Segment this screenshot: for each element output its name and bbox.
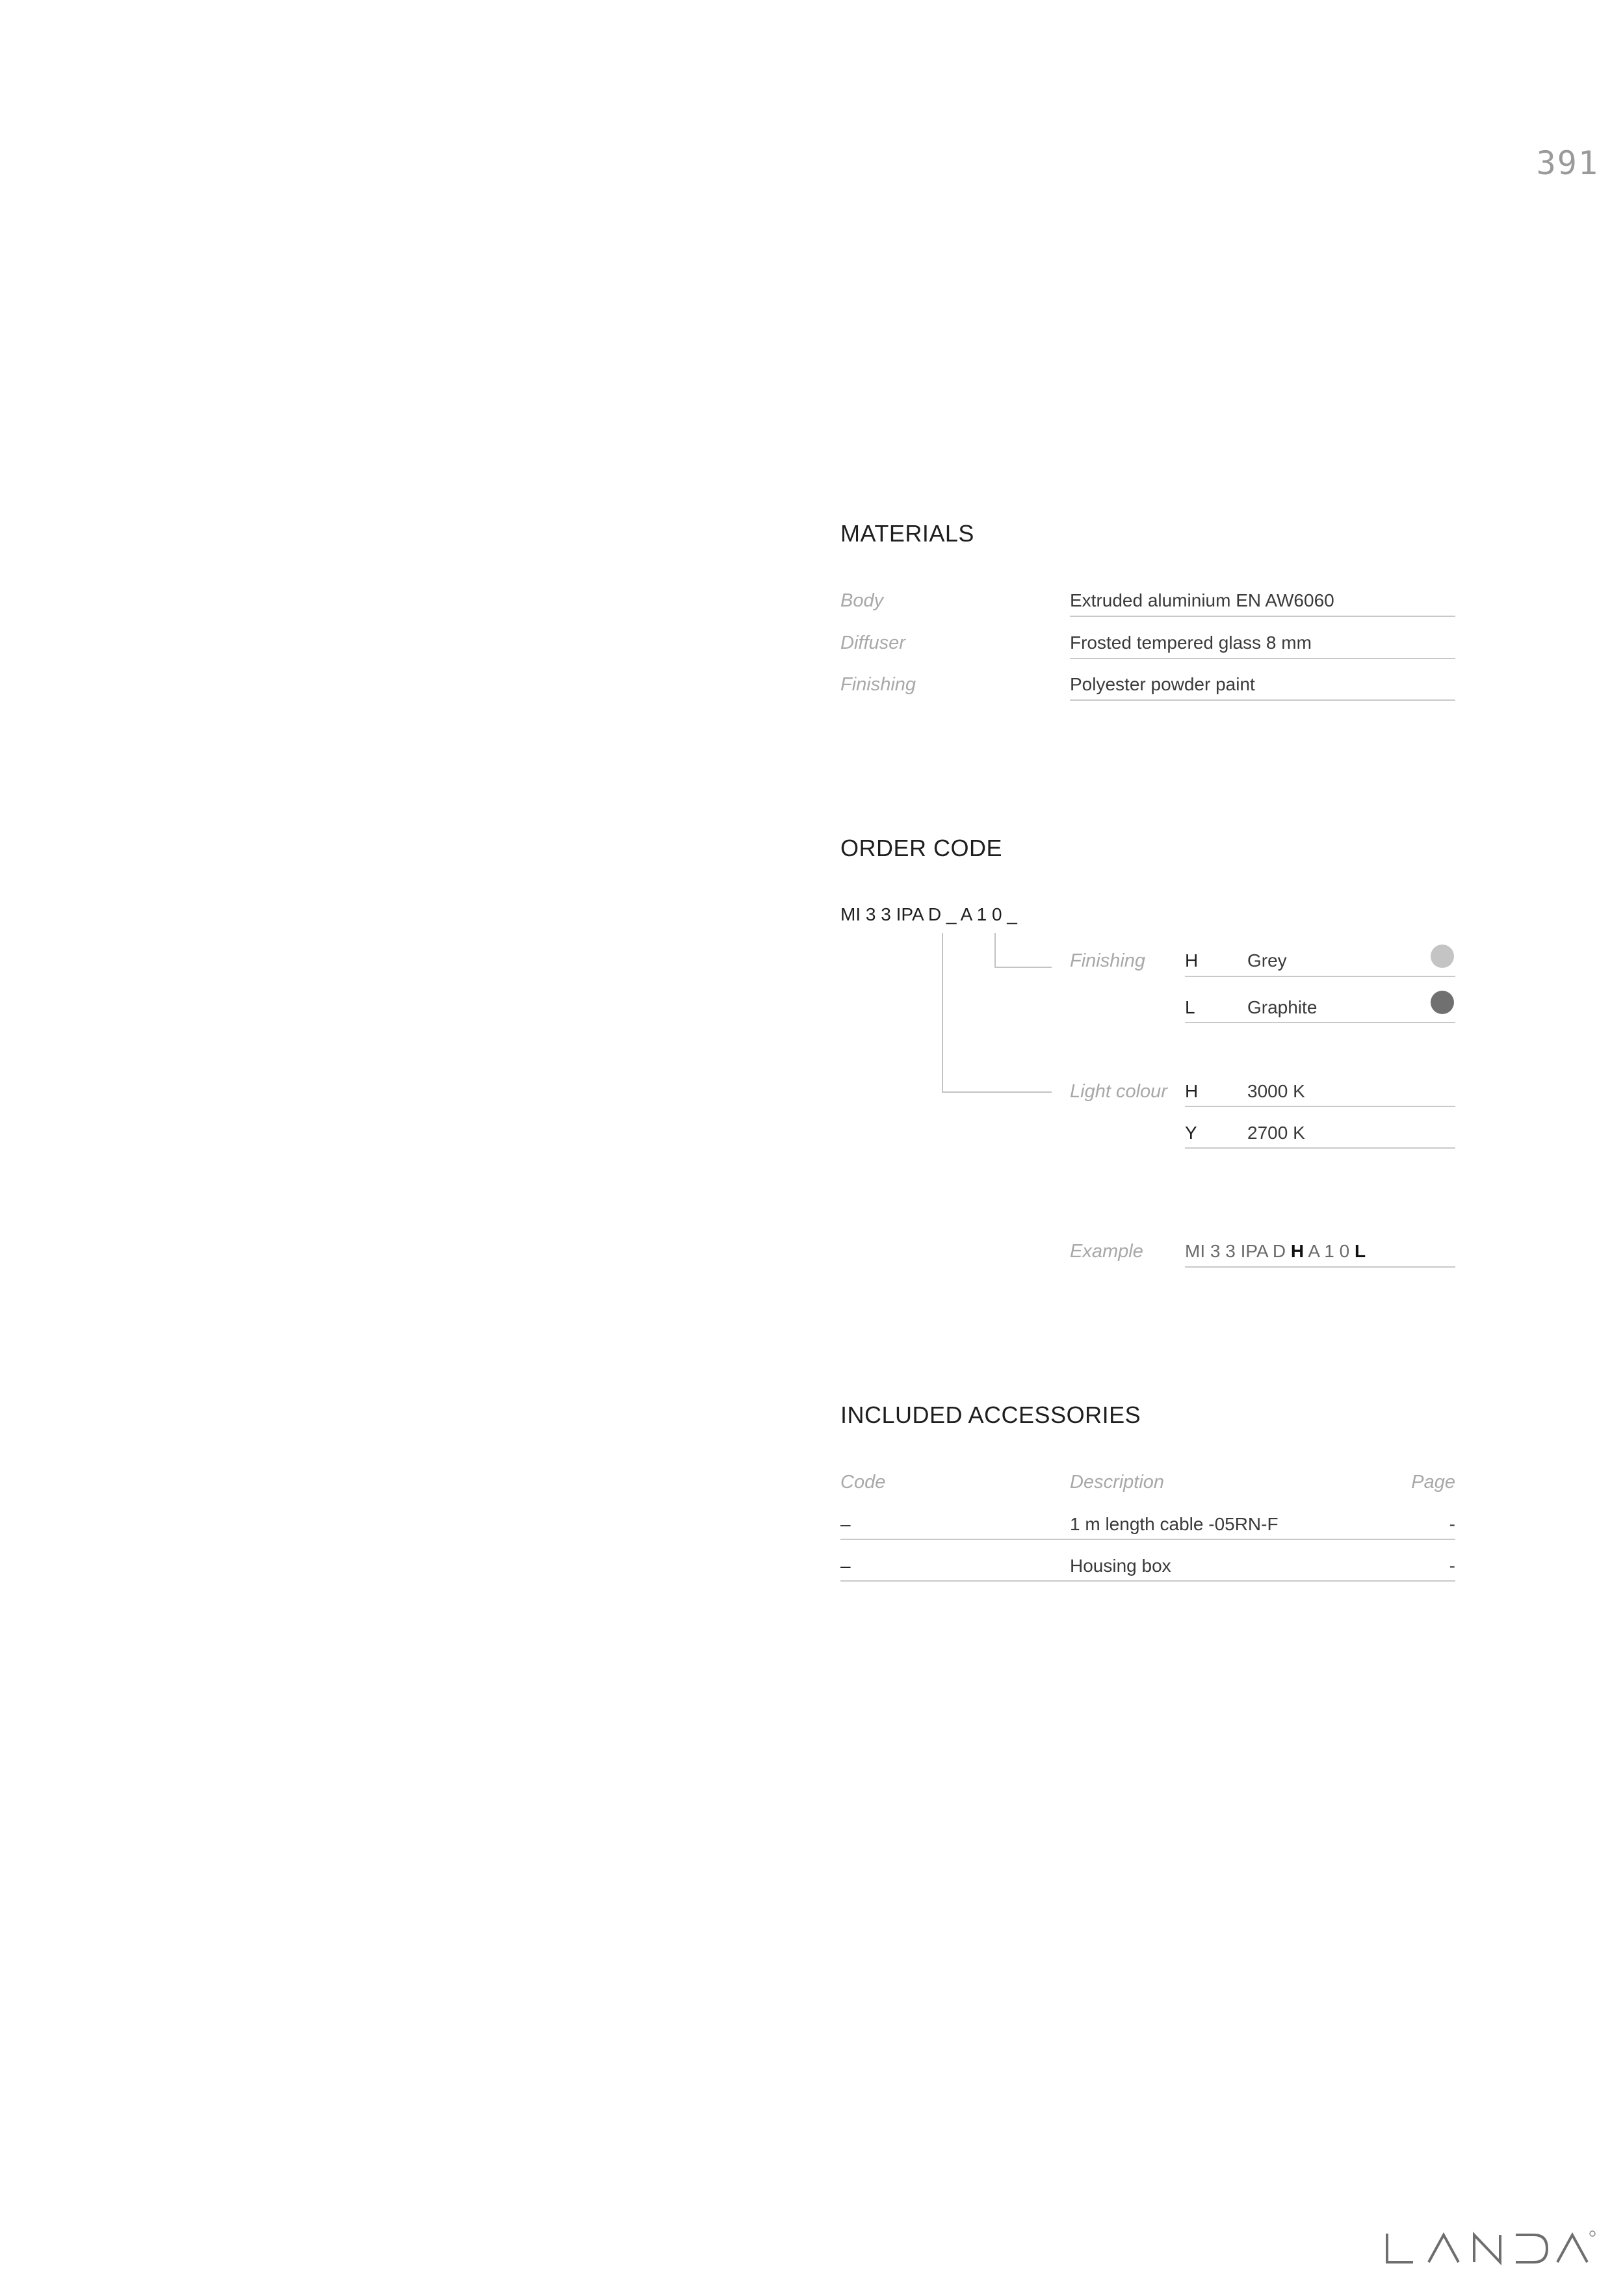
accessory-description: Housing box bbox=[1070, 1556, 1171, 1576]
example-code-part: A 1 0 bbox=[1304, 1241, 1355, 1261]
light-colour-name-2700k: 2700 K bbox=[1247, 1123, 1305, 1143]
finishing-name-grey: Grey bbox=[1247, 950, 1287, 971]
order-code-title: ORDER CODE bbox=[840, 835, 1003, 861]
light-colour-code-3000k: H bbox=[1185, 1081, 1199, 1101]
example-code bbox=[1185, 1241, 1366, 1262]
light-colour-divider bbox=[1185, 1106, 1455, 1107]
materials-divider bbox=[1070, 658, 1455, 659]
light-colour-name-3000k: 3000 K bbox=[1247, 1081, 1305, 1101]
materials-value-diffuser: Frosted tempered glass 8 mm bbox=[1070, 633, 1312, 653]
accessory-code: – bbox=[840, 1514, 851, 1534]
finishing-name-graphite: Graphite bbox=[1247, 997, 1318, 1017]
landa-logo bbox=[1383, 2230, 1598, 2269]
light-colour-code-2700k: Y bbox=[1185, 1123, 1197, 1143]
example-divider bbox=[1185, 1266, 1455, 1268]
accessories-divider bbox=[840, 1580, 1455, 1582]
accessory-page: - bbox=[1449, 1514, 1455, 1534]
accessories-title: INCLUDED ACCESSORIES bbox=[840, 1402, 1141, 1428]
materials-label-diffuser: Diffuser bbox=[840, 633, 905, 653]
registered-mark-icon bbox=[1590, 2231, 1595, 2236]
materials-label-body: Body bbox=[840, 590, 884, 611]
example-finishing-letter: H bbox=[1290, 1241, 1305, 1261]
finishing-divider bbox=[1185, 976, 1455, 977]
example-light-letter: L bbox=[1354, 1241, 1366, 1261]
accessory-page: - bbox=[1449, 1556, 1455, 1576]
accessory-code: – bbox=[840, 1556, 851, 1576]
order-code-string: MI 3 3 IPA D _ A 1 0 _ bbox=[840, 904, 1017, 924]
light-colour-label: Light colour bbox=[1070, 1081, 1167, 1102]
example-code-part: MI 3 3 IPA D bbox=[1185, 1241, 1291, 1261]
materials-value-finishing: Polyester powder paint bbox=[1070, 674, 1255, 694]
materials-title: MATERIALS bbox=[840, 520, 974, 547]
materials-label-finishing: Finishing bbox=[840, 674, 916, 695]
finishing-code-graphite: L bbox=[1185, 997, 1195, 1017]
accessory-description: 1 m length cable -05RN-F bbox=[1070, 1514, 1279, 1534]
page-number: 391 bbox=[1536, 144, 1599, 182]
accessories-header-page: Page bbox=[1411, 1472, 1455, 1493]
materials-divider bbox=[1070, 616, 1455, 617]
light-colour-connector-line bbox=[942, 933, 1052, 1093]
finishing-label: Finishing bbox=[1070, 950, 1146, 971]
accessories-header-code: Code bbox=[840, 1472, 886, 1493]
materials-value-body: Extruded aluminium EN AW6060 bbox=[1070, 590, 1334, 610]
finishing-code-grey: H bbox=[1185, 950, 1199, 971]
accessories-header-description: Description bbox=[1070, 1472, 1165, 1493]
example-label: Example bbox=[1070, 1241, 1143, 1262]
grey-swatch bbox=[1431, 945, 1454, 968]
materials-divider bbox=[1070, 699, 1455, 701]
accessories-divider bbox=[840, 1539, 1455, 1540]
finishing-divider bbox=[1185, 1022, 1455, 1023]
graphite-swatch bbox=[1431, 991, 1454, 1014]
light-colour-divider bbox=[1185, 1147, 1455, 1149]
